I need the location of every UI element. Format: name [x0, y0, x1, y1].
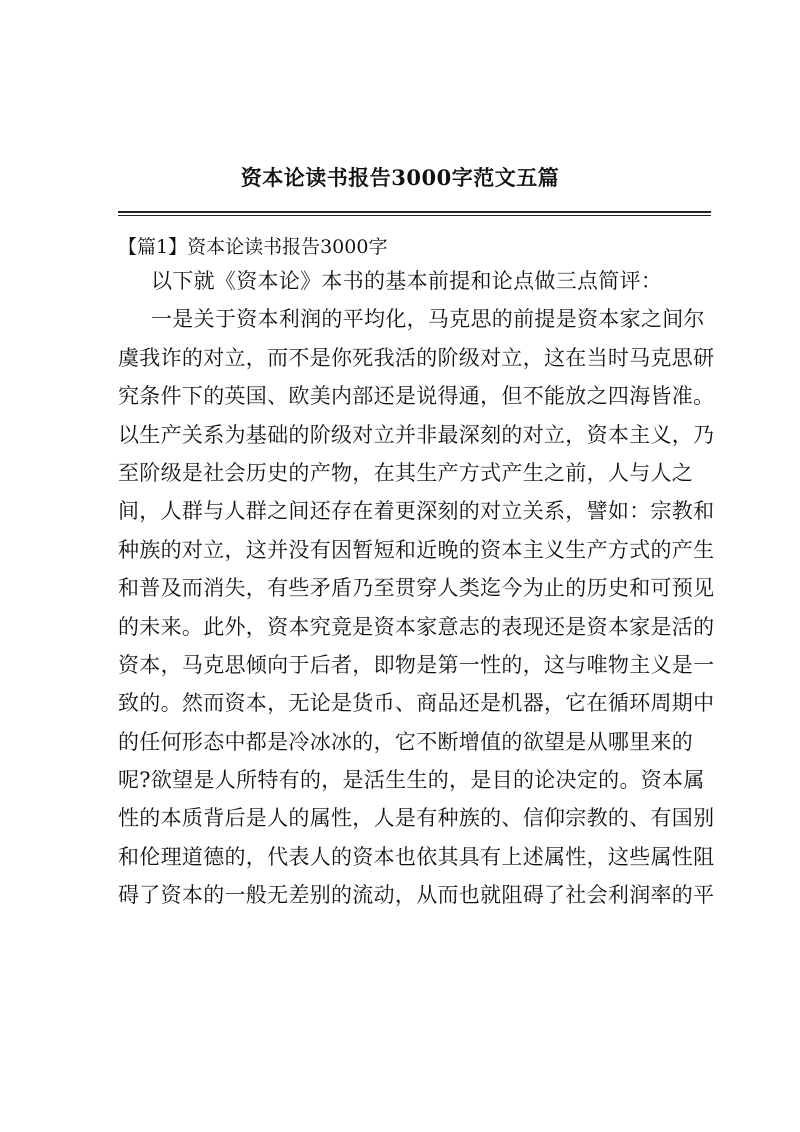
paragraph-line: 虞我诈的对立，而不是你死我活的阶级对立，这在当时马克思研 — [118, 345, 715, 370]
paragraph-line: 碍了资本的一般无差别的流动，从而也就阻碍了社会利润率的平 — [118, 883, 715, 908]
title-divider-thin — [118, 215, 711, 216]
paragraph-line: 呢?欲望是人所特有的，是活生生的，是目的论决定的。资本属 — [118, 768, 705, 793]
paragraph-line: 和伦理道德的，代表人的资本也依其具有上述属性，这些属性阻 — [118, 844, 715, 869]
paragraph-line: 究条件下的英国、欧美内部还是说得通，但不能放之四海皆准。 — [118, 384, 715, 409]
paragraph-line: 以下就《资本论》本书的基本前提和论点做三点简评： — [151, 269, 663, 293]
paragraph-line: 的未来。此外，资本究竟是资本家意志的表现还是资本家是活的 — [118, 614, 715, 639]
paragraph-line: 以生产关系为基础的阶级对立并非最深刻的对立，资本主义，乃 — [118, 422, 715, 447]
paragraph-line: 一是关于资本利润的平均化，马克思的前提是资本家之间尔 — [151, 307, 705, 332]
section-heading: 【篇1】资本论读书报告3000字 — [118, 236, 388, 258]
body-text — [118, 262, 718, 915]
paragraph-line: 至阶级是社会历史的产物，在其生产方式产生之前，人与人之 — [118, 460, 694, 485]
document-title: 资本论读书报告3000字范文五篇 — [240, 165, 560, 190]
paragraph-line: 性的本质背后是人的属性，人是有种族的、信仰宗教的、有国别 — [118, 806, 715, 831]
title-divider-thick — [118, 211, 711, 213]
paragraph-line: 致的。然而资本，无论是货币、商品还是机器，它在循环周期中 — [118, 691, 715, 716]
paragraph-line: 和普及而消失，有些矛盾乃至贯穿人类迄今为止的历史和可预见 — [118, 576, 715, 601]
paragraph-line: 种族的对立，这并没有因暂短和近晚的资本主义生产方式的产生 — [118, 537, 715, 562]
paragraph-line: 间，人群与人群之间还存在着更深刻的对立关系，譬如：宗教和 — [118, 499, 715, 524]
paragraph-line: 的任何形态中都是冷冰冰的，它不断增值的欲望是从哪里来的 — [118, 729, 694, 754]
paragraph-line: 资本，马克思倾向于后者，即物是第一性的，这与唯物主义是一 — [118, 652, 715, 677]
